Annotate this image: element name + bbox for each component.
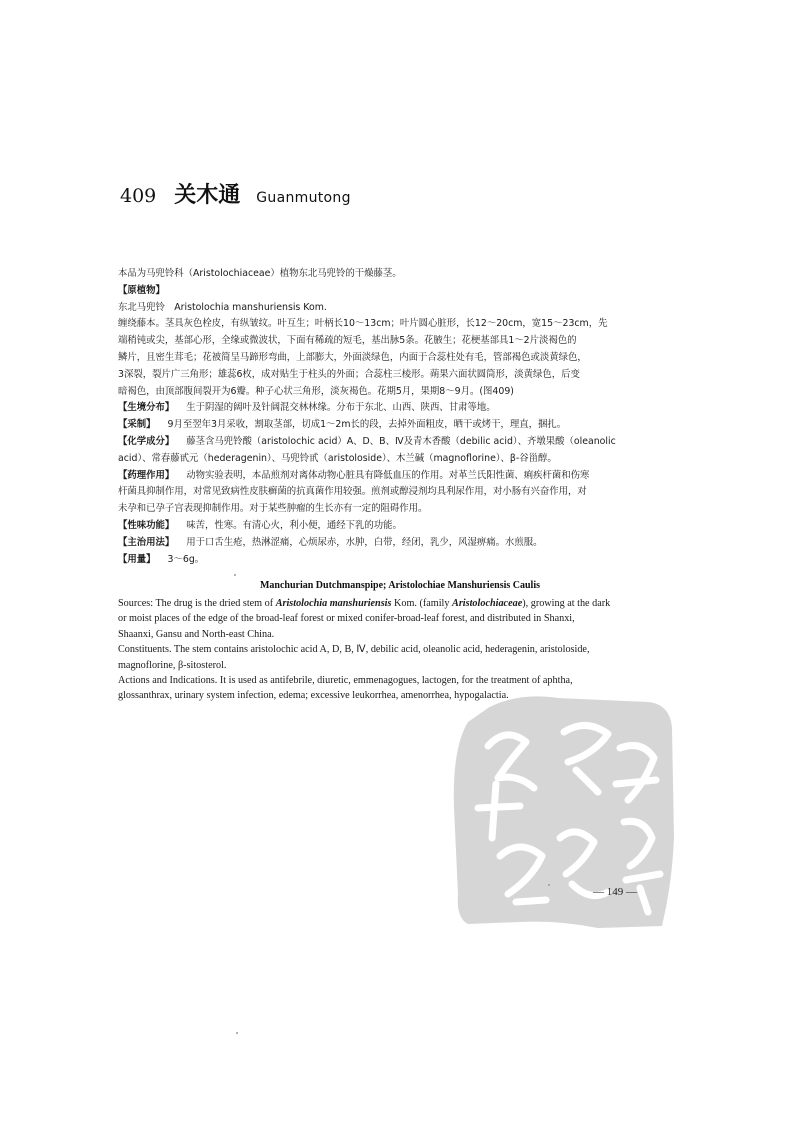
section-label-nature: 【性味功能】 (118, 519, 175, 531)
plant-desc-line: 暗褐色，由顶部腹间裂开为6瓣。种子心状三角形，淡灰褐色。花期5月，果期8～9月。(图409) (118, 385, 514, 397)
section-label-plant: 【原植物】 (118, 284, 165, 296)
dosage-text: 3～6g。 (167, 553, 205, 565)
section-label-pharmacology: 【药理作用】 (118, 469, 175, 481)
plant-desc-line: 缠绕藤本。茎具灰色栓皮，有纵皱纹。叶互生；叶柄长10～13cm；叶片圆心脏形，长12～20cm，宽15～23cm，先 (118, 318, 608, 330)
constituents-line: magnoflorine, β-sitosterol. (118, 659, 227, 671)
family-name: Aristolochiaceae (452, 598, 523, 609)
entry-title-chinese: 关木通 (174, 183, 241, 208)
plant-desc-line: 3深裂，裂片广三角形；雄蕊6枚，成对贴生于柱头的外面；合蕊柱三棱形。蒴果六面状圆筒形，淡黄绿色，后变 (118, 368, 580, 380)
english-title: Manchurian Dutchmanspipe; Aristolochiae Manshuriensis Caulis (259, 580, 541, 591)
actions-line: glossanthrax, urinary system infection, edema; excessive leukorrhea, amenorrhea, hypogalactia. (118, 690, 509, 702)
species-name: Aristolochia manshuriensis (275, 598, 392, 609)
section-label-dosage: 【用量】 (118, 553, 156, 565)
chemistry-text-cont: acid）、常春藤甙元（hederagenin）、马兜铃甙（aristoloside）、木兰碱（magnoflorine）、β-谷甾醇。 (118, 452, 557, 464)
entry-number: 409 (120, 185, 157, 207)
pharmacology-text-cont: 杆菌具抑制作用，对常见致病性皮肤癣菌的抗真菌作用较强。煎剂或醇浸剂均具利尿作用，对小肠有兴奋作用，对 (118, 486, 587, 498)
seal-stamp-watermark (448, 688, 676, 934)
pharmacology-text-cont: 未孕和已孕子宫表现抑制作用。对于某些肿瘤的生长亦有一定的阻碍作用。 (118, 503, 428, 515)
actions-line: Actions and Indications. It is used as antifebrile, diuretic, emmenagogues, lactogen, for the treatment of aphtha, (118, 675, 573, 687)
sources-line-cont: or moist places of the edge of the broad-leaf forest or mixed conifer-broad-leaf forest, and distributed in Shanxi, (118, 613, 575, 625)
chinese-description (118, 266, 700, 568)
page-number: — 149 — (593, 886, 637, 898)
scan-speck (548, 884, 550, 886)
plant-desc-line: 端稍钝或尖，基部心形，全缘或微波状，下面有稀疏的短毛，基出脉5条。花腋生；花梗基部具1～2片淡褐色的 (118, 335, 577, 347)
distribution-text: 生于阴湿的阔叶及针阔混交林林缘。分布于东北、山西、陕西、甘肃等地。 (186, 402, 496, 414)
sources-line-cont: Shaanxi, Gansu and North-east China. (118, 628, 275, 640)
nature-text: 味苦，性寒。有清心火，利小便，通经下乳的功能。 (186, 519, 402, 531)
sources-line: Sources: The drug is the dried stem of Aristolochia manshuriensis Kom. (family Aristolochiaceae), growing at the dark (118, 598, 611, 609)
section-label-usage: 【主治用法】 (118, 536, 175, 548)
plant-desc-line: 鳞片，且密生茸毛；花被简呈马蹄形弯曲，上部膨大，外面淡绿色，内面于合蕊柱处有毛，管部褐色或淡黄绿色， (118, 351, 587, 363)
section-label-chemistry: 【化学成分】 (118, 435, 175, 447)
scan-speck (236, 1032, 238, 1034)
section-label-collection: 【采制】 (118, 419, 156, 431)
collection-text: 9月至翌年3月采收，割取茎部，切成1～2m长的段，去掉外面粗皮，晒干或烤干，理直，捆扎。 (167, 419, 567, 431)
section-label-distribution: 【生境分布】 (118, 402, 175, 414)
usage-text: 用于口舌生疮，热淋涩痛，心烦尿赤，水肿，白带，经闭，乳少，风湿痹痛。水煎服。 (186, 536, 543, 548)
scan-speck (234, 574, 236, 576)
intro-line: 本品为马兜铃科（Aristolochiaceae）植物东北马兜铃的干燥藤茎。 (118, 268, 402, 279)
entry-heading (120, 178, 351, 209)
pharmacology-text: 动物实验表明，本品煎剂对离体动物心脏具有降低血压的作用。对革兰氏阳性菌、痢疾杆菌和伤寒 (186, 469, 590, 481)
entry-title-pinyin: Guanmutong (256, 190, 351, 206)
plant-species-line: 东北马兜铃 Aristolochia manshuriensis Kom. (118, 301, 327, 313)
chemistry-text: 藤茎含马兜铃酸（aristolochic acid）A、D、B、Ⅳ及青木香酸（debilic acid）、齐墩果酸（oleanolic (186, 435, 616, 447)
constituents-line: Constituents. The stem contains aristolochic acid A, D, B, Ⅳ, debilic acid, oleanolic acid, hederagenin, aristoloside, (118, 644, 590, 656)
